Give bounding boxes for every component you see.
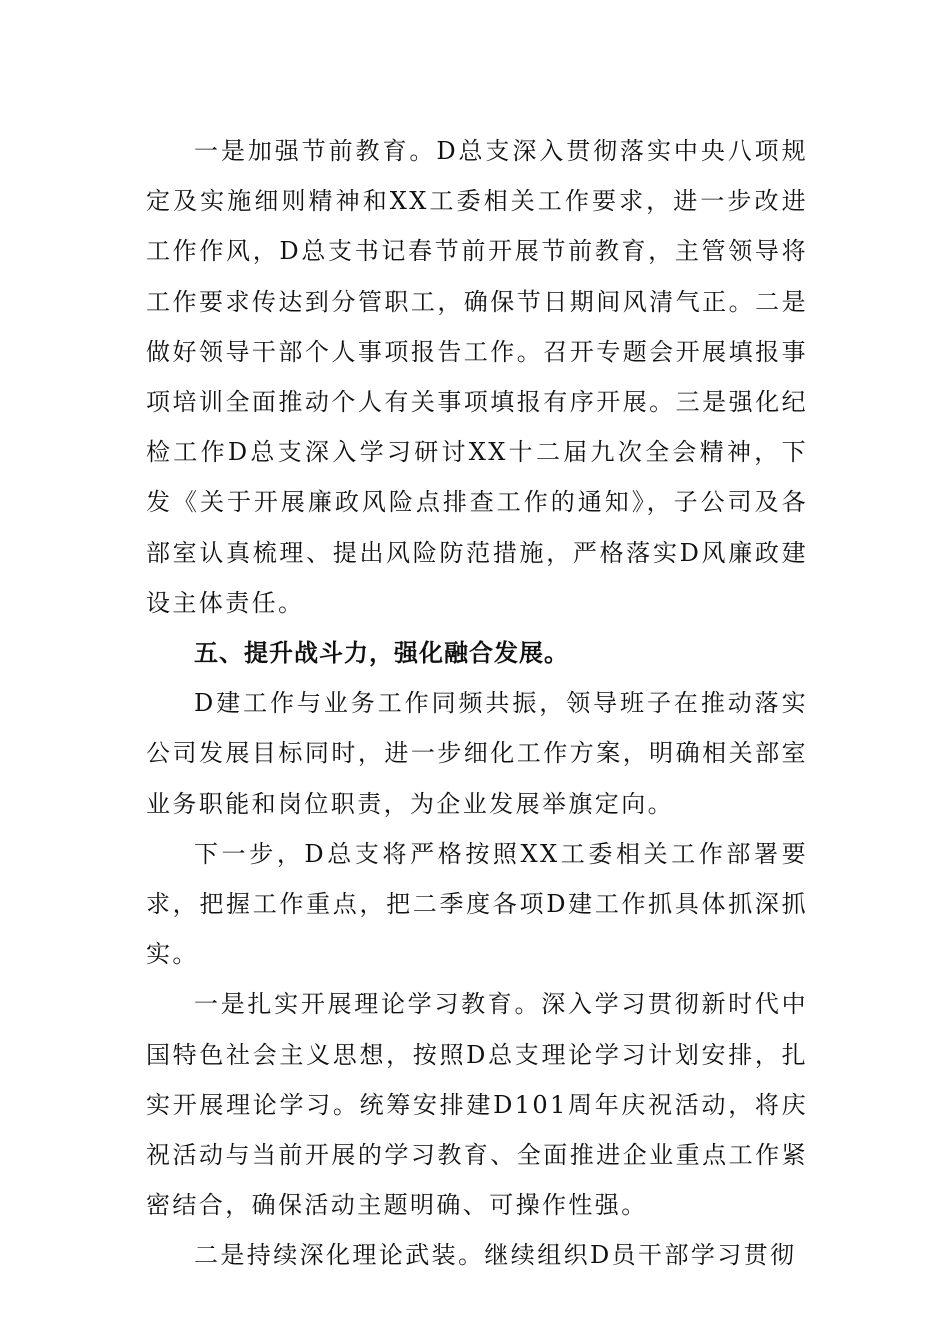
paragraph-discipline-work: 一是加强节前教育。D总支深入贯彻落实中央八项规定及实施细则精神和XX工委相关工作要求，进一步改进工作作风，D总支书记春节前开展节前教育，主管领导将工作要求传达到分管职工，确保节日期间风清气正。二是做好领导干部个人事项报告工作。召开专题会开展填报事项培训全面推动个人有关事项填报有序开展。三是强化纪检工作D总支深入学习研讨XX十二届九次全会精神，下发《关于开展廉政风险点排查工作的通知》，子公司及各部室认真梳理、提出风险防范措施，严格落实D风廉政建设主体责任。 [146,137,808,617]
paragraph-theory-study: 一是扎实开展理论学习教育。深入学习贯彻新时代中国特色社会主义思想，按照D总支理论学习计划安排，扎实开展理论学习。统筹安排建D101周年庆祝活动，将庆祝活动与当前开展的学习教育、全面推进企业重点工作紧密结合，确保活动主题明确、可操作性强。 [146,990,808,1220]
document-body [146,126,808,1281]
section-heading-five: 五、提升战斗力，强化融合发展。 [194,639,569,668]
paragraph-integration: D建工作与业务工作同频共振，领导班子在推动落实公司发展目标同时，进一步细化工作方案，明确相关部室业务职能和岗位职责，为企业发展举旗定向。 [146,689,808,818]
paragraph-theory-arming: 二是持续深化理论武装。继续组织D员干部学习贯彻 [194,1241,797,1270]
paragraph-next-step: 下一步，D总支将严格按照XX工委相关工作部署要求，把握工作重点，把二季度各项D建工作抓具体抓深抓实。 [146,839,808,969]
